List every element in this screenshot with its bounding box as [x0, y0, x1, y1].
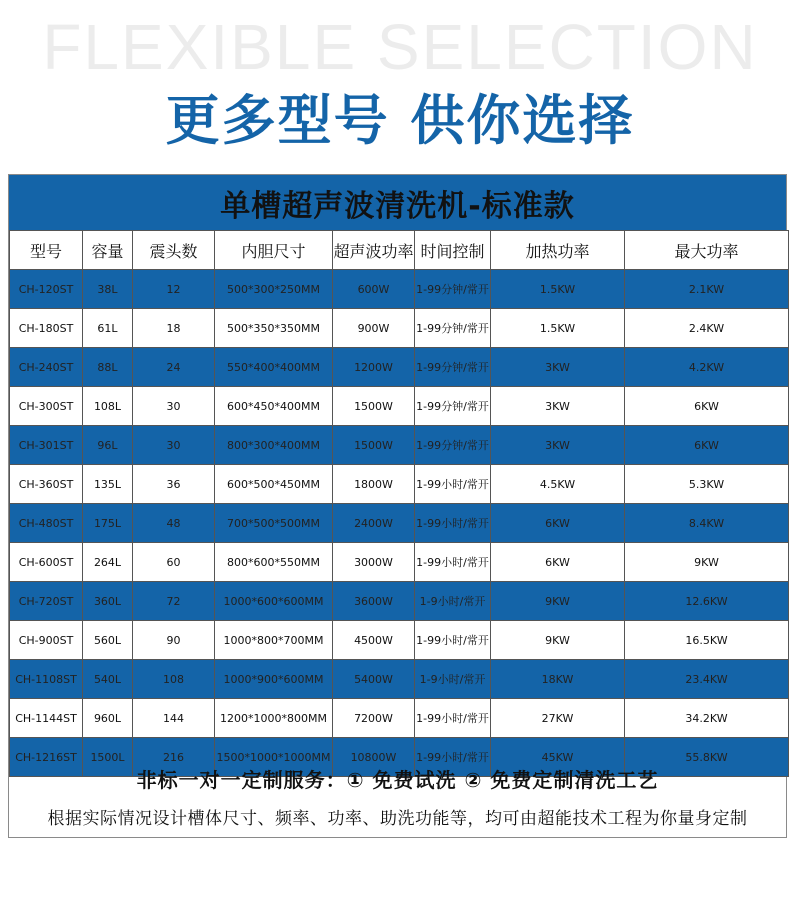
cell-heating-power: 1.5KW: [491, 309, 625, 348]
cell-heating-power: 9KW: [491, 582, 625, 621]
cell-model: CH-720ST: [10, 582, 83, 621]
cell-heating-power: 1.5KW: [491, 270, 625, 309]
cell-tank-size: 500*300*250MM: [215, 270, 333, 309]
col-header-time-control: 时间控制: [415, 231, 491, 270]
table-row: [10, 387, 789, 426]
cell-time-control: 1-99小时/常开: [415, 621, 491, 660]
cell-transducers: 216: [133, 738, 215, 777]
table-row: [10, 660, 789, 699]
cell-capacity: 1500L: [83, 738, 133, 777]
cell-transducers: 90: [133, 621, 215, 660]
col-header-heating-power: 加热功率: [491, 231, 625, 270]
cell-model: CH-300ST: [10, 387, 83, 426]
cell-transducers: 144: [133, 699, 215, 738]
cell-tank-size: 800*300*400MM: [215, 426, 333, 465]
col-header-ultrasonic-power: 超声波功率: [333, 231, 415, 270]
cell-heating-power: 18KW: [491, 660, 625, 699]
cell-ultrasonic-power: 3600W: [333, 582, 415, 621]
cell-capacity: 175L: [83, 504, 133, 543]
cell-max-power: 34.2KW: [625, 699, 789, 738]
cell-ultrasonic-power: 2400W: [333, 504, 415, 543]
watermark-text: FLEXIBLE SELECTION: [42, 11, 758, 83]
cell-ultrasonic-power: 600W: [333, 270, 415, 309]
cell-max-power: 8.4KW: [625, 504, 789, 543]
cell-max-power: 12.6KW: [625, 582, 789, 621]
cell-tank-size: 1000*600*600MM: [215, 582, 333, 621]
col-header-max-power: 最大功率: [625, 231, 789, 270]
cell-capacity: 61L: [83, 309, 133, 348]
table-row: [10, 699, 789, 738]
cell-transducers: 72: [133, 582, 215, 621]
cell-max-power: 6KW: [625, 387, 789, 426]
cell-ultrasonic-power: 5400W: [333, 660, 415, 699]
cell-time-control: 1-99分钟/常开: [415, 348, 491, 387]
cell-time-control: 1-9小时/常开: [415, 582, 491, 621]
cell-max-power: 2.4KW: [625, 309, 789, 348]
cell-transducers: 36: [133, 465, 215, 504]
cell-ultrasonic-power: 7200W: [333, 699, 415, 738]
cell-max-power: 4.2KW: [625, 348, 789, 387]
col-header-tank-size: 内胆尺寸: [215, 231, 333, 270]
table-body: [10, 270, 789, 777]
cell-capacity: 264L: [83, 543, 133, 582]
cell-transducers: 24: [133, 348, 215, 387]
cell-capacity: 135L: [83, 465, 133, 504]
cell-time-control: 1-99小时/常开: [415, 738, 491, 777]
cell-transducers: 60: [133, 543, 215, 582]
cell-tank-size: 600*500*450MM: [215, 465, 333, 504]
cell-model: CH-600ST: [10, 543, 83, 582]
cell-model: CH-120ST: [10, 270, 83, 309]
cell-time-control: 1-99小时/常开: [415, 699, 491, 738]
col-header-capacity: 容量: [83, 231, 133, 270]
table-row: [10, 582, 789, 621]
cell-model: CH-301ST: [10, 426, 83, 465]
cell-ultrasonic-power: 900W: [333, 309, 415, 348]
cell-capacity: 108L: [83, 387, 133, 426]
cell-tank-size: 1500*1000*1000MM: [215, 738, 333, 777]
cell-capacity: 96L: [83, 426, 133, 465]
table-row: [10, 426, 789, 465]
cell-model: CH-360ST: [10, 465, 83, 504]
cell-capacity: 560L: [83, 621, 133, 660]
table-row: [10, 465, 789, 504]
table-header-row: [10, 231, 789, 270]
cell-time-control: 1-99小时/常开: [415, 543, 491, 582]
cell-heating-power: 9KW: [491, 621, 625, 660]
cell-ultrasonic-power: 10800W: [333, 738, 415, 777]
cell-max-power: 6KW: [625, 426, 789, 465]
cell-ultrasonic-power: 1500W: [333, 426, 415, 465]
cell-max-power: 16.5KW: [625, 621, 789, 660]
cell-heating-power: 6KW: [491, 504, 625, 543]
cell-max-power: 55.8KW: [625, 738, 789, 777]
cell-heating-power: 45KW: [491, 738, 625, 777]
table-row: [10, 543, 789, 582]
cell-transducers: 108: [133, 660, 215, 699]
cell-ultrasonic-power: 1800W: [333, 465, 415, 504]
cell-max-power: 5.3KW: [625, 465, 789, 504]
cell-heating-power: 6KW: [491, 543, 625, 582]
cell-capacity: 38L: [83, 270, 133, 309]
cell-model: CH-1108ST: [10, 660, 83, 699]
table-row: [10, 348, 789, 387]
cell-heating-power: 4.5KW: [491, 465, 625, 504]
cell-transducers: 30: [133, 387, 215, 426]
cell-transducers: 12: [133, 270, 215, 309]
table-row: [10, 621, 789, 660]
cell-tank-size: 500*350*350MM: [215, 309, 333, 348]
cell-ultrasonic-power: 1200W: [333, 348, 415, 387]
cell-tank-size: 1200*1000*800MM: [215, 699, 333, 738]
cell-capacity: 960L: [83, 699, 133, 738]
cell-model: CH-180ST: [10, 309, 83, 348]
cell-tank-size: 1000*800*700MM: [215, 621, 333, 660]
table-title: 单槽超声波清洗机-标准款: [9, 175, 786, 230]
cell-model: CH-1216ST: [10, 738, 83, 777]
cell-model: CH-900ST: [10, 621, 83, 660]
cell-model: CH-1144ST: [10, 699, 83, 738]
cell-time-control: 1-99小时/常开: [415, 465, 491, 504]
cell-max-power: 2.1KW: [625, 270, 789, 309]
table-row: [10, 309, 789, 348]
cell-tank-size: 1000*900*600MM: [215, 660, 333, 699]
cell-time-control: 1-99分钟/常开: [415, 270, 491, 309]
spec-table: [9, 230, 789, 777]
cell-ultrasonic-power: 1500W: [333, 387, 415, 426]
cell-time-control: 1-9小时/常开: [415, 660, 491, 699]
cell-model: CH-480ST: [10, 504, 83, 543]
cell-tank-size: 550*400*400MM: [215, 348, 333, 387]
cell-ultrasonic-power: 4500W: [333, 621, 415, 660]
cell-time-control: 1-99分钟/常开: [415, 387, 491, 426]
custom-design-note: 根据实际情况设计槽体尺寸、频率、功率、助洗功能等，均可由超能技术工程为你量身定制: [47, 809, 748, 829]
cell-max-power: 9KW: [625, 543, 789, 582]
cell-heating-power: 3KW: [491, 348, 625, 387]
cell-tank-size: 600*450*400MM: [215, 387, 333, 426]
cell-time-control: 1-99小时/常开: [415, 504, 491, 543]
cell-time-control: 1-99分钟/常开: [415, 309, 491, 348]
page-headline: 更多型号 供你选择: [165, 89, 635, 152]
cell-capacity: 360L: [83, 582, 133, 621]
col-header-model: 型号: [10, 231, 83, 270]
cell-tank-size: 800*600*550MM: [215, 543, 333, 582]
cell-tank-size: 700*500*500MM: [215, 504, 333, 543]
cell-capacity: 88L: [83, 348, 133, 387]
cell-transducers: 30: [133, 426, 215, 465]
table-row: [10, 504, 789, 543]
cell-transducers: 18: [133, 309, 215, 348]
col-header-transducers: 震头数: [133, 231, 215, 270]
cell-model: CH-240ST: [10, 348, 83, 387]
cell-ultrasonic-power: 3000W: [333, 543, 415, 582]
cell-time-control: 1-99分钟/常开: [415, 426, 491, 465]
cell-capacity: 540L: [83, 660, 133, 699]
cell-heating-power: 3KW: [491, 426, 625, 465]
table-row: [10, 270, 789, 309]
custom-service-line: 非标一对一定制服务：① 免费试洗 ② 免费定制清洗工艺: [136, 768, 659, 792]
cell-max-power: 23.4KW: [625, 660, 789, 699]
cell-heating-power: 3KW: [491, 387, 625, 426]
cell-transducers: 48: [133, 504, 215, 543]
cell-heating-power: 27KW: [491, 699, 625, 738]
